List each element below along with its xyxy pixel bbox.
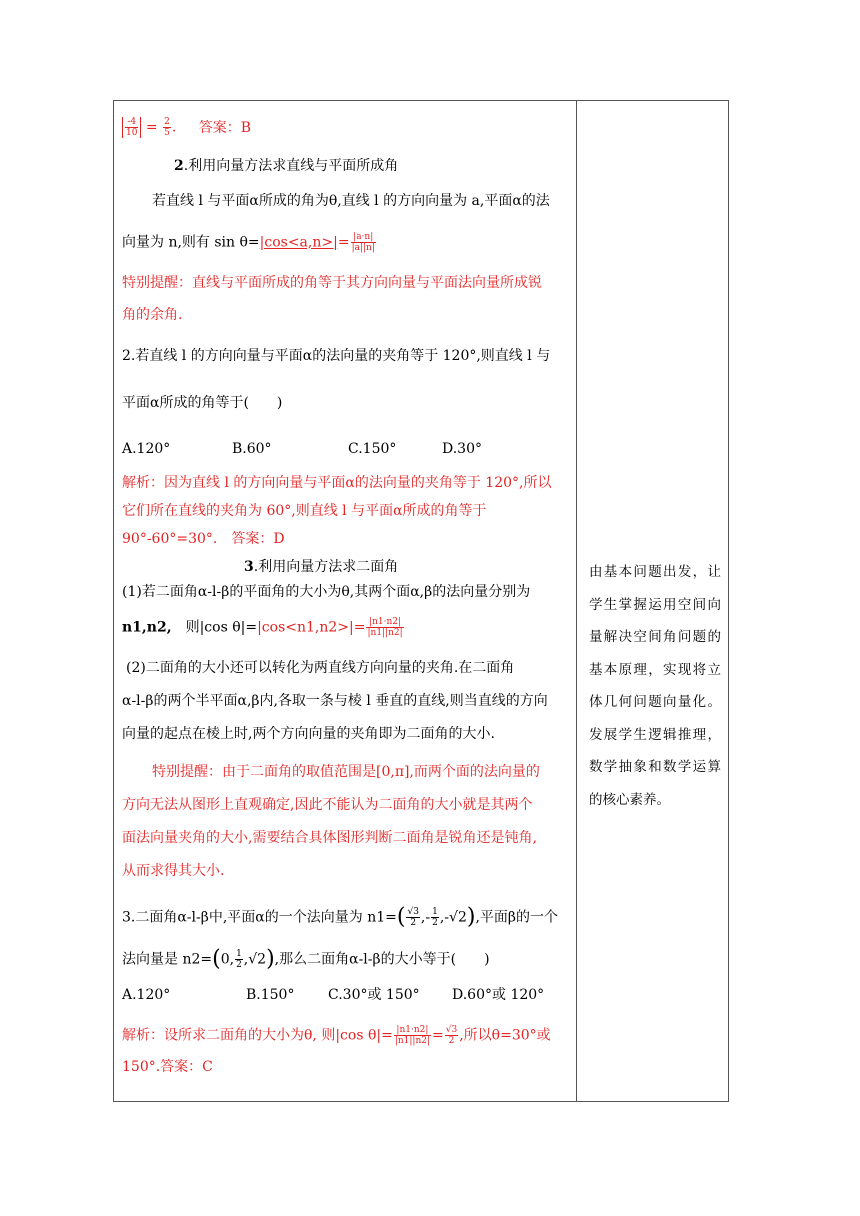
fraction-denominator: 10 <box>126 128 138 138</box>
text: ,√2 <box>243 951 267 968</box>
answer-text: 答案：B <box>198 119 252 136</box>
special-tip: 特别提醒：直线与平面所成的角等于其方向向量与平面法向量所成锐 <box>122 275 542 291</box>
fraction-denominator: 2 <box>432 918 438 928</box>
special-tip: 面法向量夹角的大小,需要结合具体图形判断二面角是锐角还是钝角, <box>122 830 537 846</box>
equals-sign: = <box>337 234 350 251</box>
equals-sign: = <box>432 1027 444 1044</box>
fraction-denominator: 2 <box>410 918 417 928</box>
answer-line <box>122 117 251 138</box>
section-3-paragraph-5: 向量的起点在棱上时,两个方向向量的夹角即为二面角的大小. <box>122 726 495 742</box>
period: . <box>171 119 177 136</box>
fraction-denominator: 5 <box>164 128 170 138</box>
text: ,- <box>420 909 431 926</box>
special-tip: 方向无法从图形上直观确定,因此不能认为二面角的大小就是其两个 <box>122 797 533 813</box>
fraction-numerator: |a·n| <box>351 232 376 243</box>
design-intent-note: 由基本问题出发，让学生掌握运用空间向量解决空间角问题的基本原理，实现将立体几何问题向量化。发展学生逻辑推理，数学抽象和数学运算的核心素养。 <box>589 564 721 808</box>
option-b: B.60° <box>232 441 272 457</box>
option-d: D.30° <box>442 441 482 457</box>
special-tip: 从而求得其大小. <box>122 863 225 879</box>
section-3-paragraph-1: (1)若二面角α-l-β的平面角的大小为θ,其两个面α,β的法向量分别为 <box>122 584 531 600</box>
normal-vectors: n1,n2, <box>122 619 172 636</box>
option-b: B.150° <box>246 987 295 1003</box>
option-d: D.60°或 120° <box>452 987 545 1003</box>
text: ,那么二面角α-l-β的大小等于( ) <box>274 951 490 968</box>
question-3-options <box>122 985 544 1005</box>
question-2-stem: 2.若直线 l 的方向向量与平面α的法向量的夹角等于 120°,则直线 l 与 <box>122 348 551 364</box>
cos-expression: |cos<n1,n2>| <box>257 619 354 636</box>
fraction-denominator: |a||n| <box>351 243 375 253</box>
text: ,所以θ=30°或 <box>459 1027 551 1044</box>
text: 向量为 n,则有 sin θ= <box>122 234 260 251</box>
fraction-numerator: -4 <box>125 117 138 128</box>
design-intent-column <box>577 101 728 1101</box>
equals-sign: = <box>145 119 158 136</box>
section-3-title <box>244 557 398 577</box>
section-2-title <box>174 156 398 176</box>
section-3-paragraph-3: (2)二面角的大小还可以转化为两直线方向向量的夹角.在二面角 <box>126 660 515 676</box>
fraction-numerator: |n1·n2| <box>394 1025 431 1036</box>
fraction-numerator: 2 <box>164 117 170 127</box>
text: 则|cos θ|= <box>171 619 258 636</box>
question-2-solution: 解析：因为直线 l 的方向向量与平面α的法向量的夹角等于 120°,所以 <box>122 475 552 491</box>
special-tip: 角的余角. <box>122 307 183 323</box>
fraction-numerator: 1 <box>432 907 438 917</box>
section-number: 2 <box>174 158 184 174</box>
fraction-numerator: √3 <box>407 907 419 917</box>
text: ,平面β的一个 <box>475 909 558 926</box>
fraction-denominator: |n1||n2| <box>394 1036 431 1046</box>
cos-expression: |cos<a,n>| <box>259 234 338 251</box>
question-2-options <box>122 439 482 459</box>
fraction-denominator: |n1||n2| <box>367 628 403 638</box>
section-2-paragraph-2 <box>122 232 377 253</box>
question-3-solution <box>122 1025 551 1046</box>
section-3-paragraph-2 <box>122 617 405 638</box>
fraction-numerator: 1 <box>236 949 242 959</box>
text: ,-√2 <box>439 909 467 926</box>
text: 3.二面角α-l-β中,平面α的一个法向量为 n1= <box>122 909 397 926</box>
content-column <box>114 101 576 1101</box>
option-a: A.120° <box>122 987 171 1003</box>
question-3-stem: 3.二面角α-l-β中,平面α的一个法向量为 n1=( $\frac{√3}{2}$ ,- $\frac{1}{2}$ ,-√2),平面β的一个 <box>122 904 558 930</box>
question-3-stem: 法向量是 n2=(0, $\frac{1}{2}$ ,√2),那么二面角α-l-β的大小等于( ) <box>122 946 490 972</box>
special-tip: 特别提醒：由于二面角的取值范围是[0,π],而两个面的法向量的 <box>152 764 540 780</box>
section-heading: .利用向量方法求直线与平面所成角 <box>183 158 399 174</box>
option-c: C.30°或 150° <box>328 987 420 1003</box>
question-2-solution: 90°-60°=30°. 答案：D <box>122 531 285 547</box>
question-2-solution: 它们所在直线的夹角为 60°,则直线 l 与平面α所成的角等于 <box>122 503 487 519</box>
option-c: C.150° <box>348 441 397 457</box>
lesson-table <box>113 100 729 1102</box>
question-3-solution: 150°.答案：C <box>122 1059 213 1075</box>
text: 解析：设所求二面角的大小为θ, 则|cos θ|= <box>122 1027 393 1044</box>
section-2-paragraph-1: 若直线 l 与平面α所成的角为θ,直线 l 的方向向量为 a,平面α的法 <box>152 193 550 209</box>
fraction-numerator: √3 <box>445 1025 458 1035</box>
text: 0, <box>220 951 235 968</box>
fraction-denominator: 2 <box>448 1036 455 1046</box>
option-a: A.120° <box>122 441 171 457</box>
equals-sign: = <box>353 619 366 636</box>
fraction-numerator: |n1·n2| <box>366 617 403 628</box>
fraction-denominator: 2 <box>236 960 242 970</box>
text: 法向量是 n2= <box>122 951 213 968</box>
section-heading: .利用向量方法求二面角 <box>253 559 399 575</box>
question-2-stem: 平面α所成的角等于( ) <box>122 395 283 411</box>
section-number: 3 <box>244 559 254 575</box>
section-3-paragraph-4: α-l-β的两个半平面α,β内,各取一条与棱 l 垂直的直线,则当直线的方向 <box>122 693 548 709</box>
